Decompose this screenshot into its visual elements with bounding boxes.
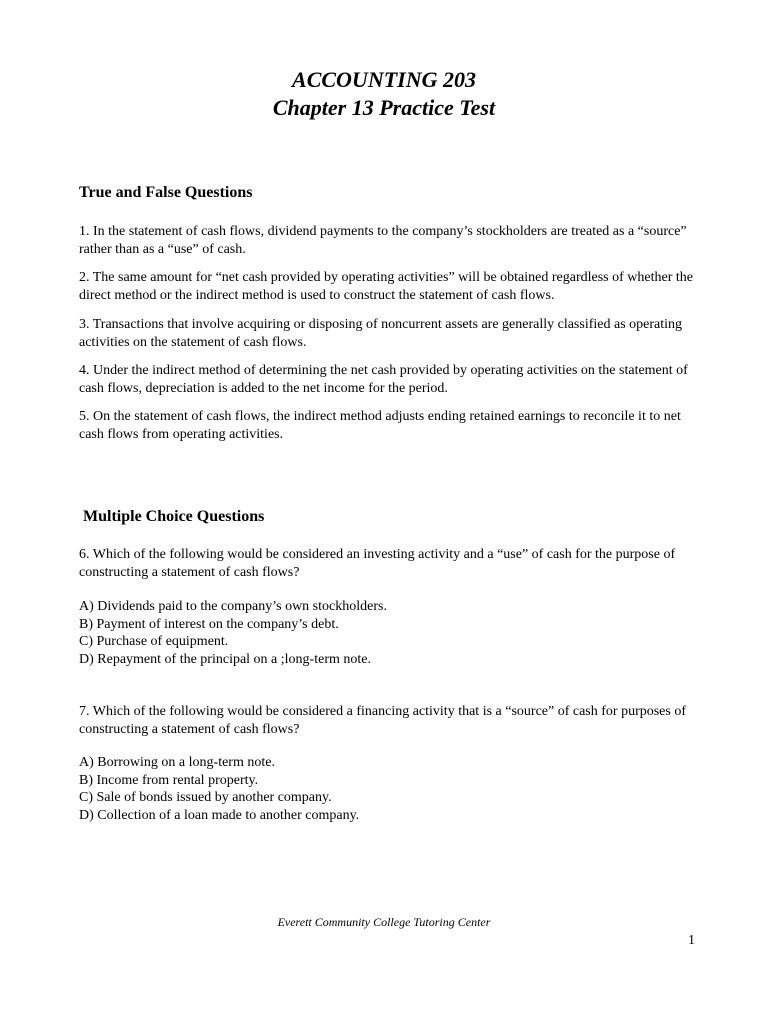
question-6-option-d: D) Repayment of the principal on a ;long-term note. <box>79 651 371 667</box>
question-7-option-c: C) Sale of bonds issued by another company. <box>79 790 332 805</box>
question-6-option-b: B) Payment of interest on the company’s debt. <box>79 616 339 632</box>
question-7-options <box>79 754 699 824</box>
page-number: 1 <box>688 933 695 948</box>
question-7-option-a: A) Borrowing on a long-term note. <box>79 755 275 770</box>
multiple-choice-heading: Multiple Choice Questions <box>83 508 265 525</box>
question-7-option-d: D) Collection of a loan made to another company. <box>79 807 360 823</box>
course-title: ACCOUNTING 203 <box>292 67 476 92</box>
true-false-heading: True and False Questions <box>79 184 253 201</box>
question-7-option-b: B) Income from rental property. <box>79 772 259 788</box>
question-3: 3. Transactions that involve acquiring or disposing of noncurrent assets are generally classified as operating activities on the statement of cash flows. <box>79 317 683 350</box>
question-6-option-a: A) Dividends paid to the company’s own stockholders. <box>79 599 387 614</box>
test-title: Chapter 13 Practice Test <box>272 95 496 120</box>
question-6-options <box>79 598 699 668</box>
question-2: 2. The same amount for “net cash provided by operating activities” will be obtained regardless of whether the direct method or the indirect method is used to construct the statement of cash flows. <box>79 270 693 303</box>
question-6-option-c: C) Purchase of equipment. <box>79 634 229 649</box>
question-7-stem: 7. Which of the following would be considered a financing activity that is a “source” of cash for purposes of constructing a statement of cash flows? <box>79 704 687 737</box>
question-5: 5. On the statement of cash flows, the indirect method adjusts ending retained earnings to reconcile it to net cash flows from operating activities. <box>79 409 681 442</box>
footer-text: Everett Community College Tutoring Center <box>277 915 491 929</box>
question-4: 4. Under the indirect method of determining the net cash provided by operating activities on the statement of cash flows, depreciation is added to the net income for the period. <box>79 363 688 396</box>
question-1: 1. In the statement of cash flows, dividend payments to the company’s stockholders are treated as a “source” rather than as a “use” of cash. <box>79 224 687 257</box>
title-block <box>0 66 768 122</box>
question-6-stem: 6. Which of the following would be considered an investing activity and a “use” of cash for the purpose of constructing a statement of cash flows? <box>79 547 676 580</box>
